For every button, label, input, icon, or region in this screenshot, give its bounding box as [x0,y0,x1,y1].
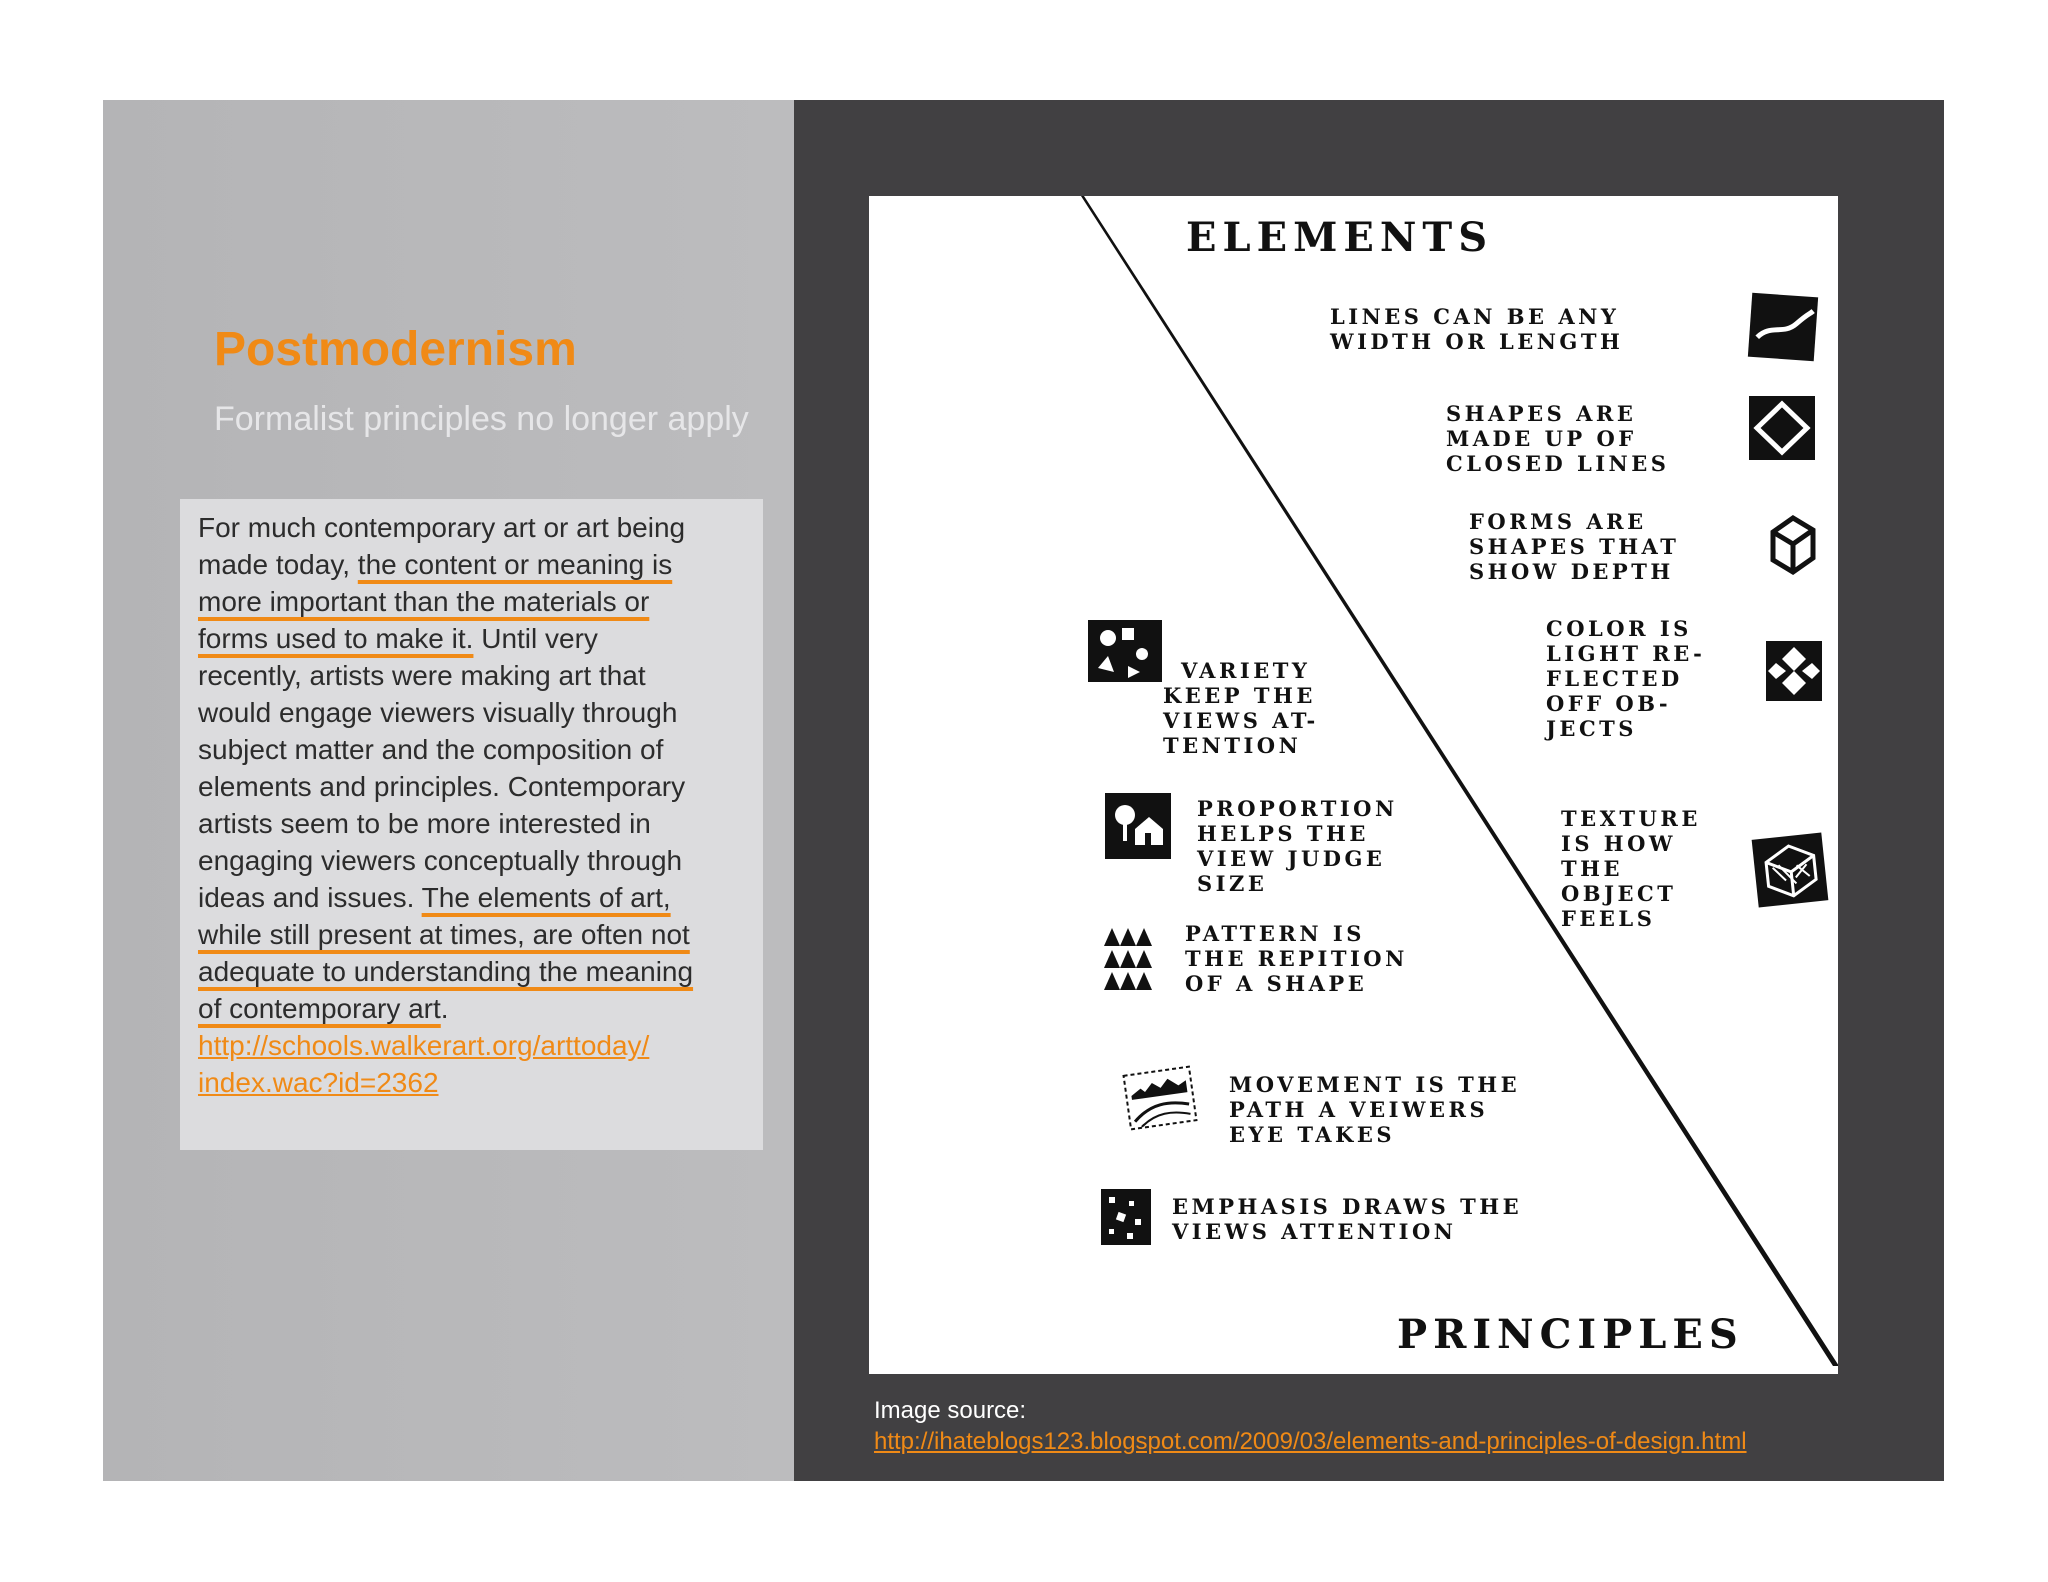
body-line [198,916,758,953]
slide-subtitle: Formalist principles no longer apply [214,400,749,438]
body-line: ideas and issues. The elements of art, [198,882,671,913]
element-shapes: SHAPES ARE MADE UP OF CLOSED LINES [1446,401,1670,476]
highlighted-phrase: adequate to understanding the meaning [198,956,694,987]
emphasis-dots-icon [1101,1189,1151,1245]
walker-art-link-continued[interactable]: index.wac?id=2362 [198,1067,439,1098]
slide [103,100,1944,1481]
line-sample-icon [1748,293,1818,361]
highlighted-phrase: of contemporary art [198,993,441,1024]
body-line: subject matter and the composition of [198,734,664,765]
color-pattern-icon [1766,641,1822,701]
walker-art-link[interactable]: http://schools.walkerart.org/arttoday/ [198,1030,650,1061]
body-line: forms used to make it. Until very [198,623,598,654]
highlighted-phrase: more important than the materials or [198,586,650,617]
image-source-link[interactable]: http://ihateblogs123.blogspot.com/2009/03/elements-and-principles-of-design.html [874,1428,1747,1455]
elements-principles-poster [869,196,1838,1374]
body-line: For much contemporary art or art being [198,512,686,543]
principle-emphasis: EMPHASIS DRAWS THE VIEWS ATTENTION [1172,1194,1523,1244]
highlighted-phrase: the content or meaning is [357,549,673,580]
element-forms: FORMS ARE SHAPES THAT SHOW DEPTH [1469,509,1680,584]
element-texture: TEXTURE IS HOW THE OBJECT FEELS [1561,806,1701,931]
diamond-shape-icon [1749,396,1815,460]
body-line: recently, artists were making art that [198,660,646,691]
heading-principles: PRINCIPLES [1397,1311,1744,1358]
image-source-label: Image source: [874,1397,1027,1424]
body-line: would engage viewers visually through [198,697,678,728]
principle-pattern: PATTERN IS THE REPITION OF A SHAPE [1185,921,1408,996]
principle-variety: VARIETY KEEP THE VIEWS AT- TENTION [1163,658,1319,758]
variety-shapes-icon [1088,620,1162,682]
highlighted-phrase: The elements of art, [421,882,671,913]
texture-cube-icon [1752,833,1829,908]
element-lines: LINES CAN BE ANY WIDTH OR LENGTH [1330,304,1624,354]
body-line [198,953,758,990]
heading-elements: ELEMENTS [1186,214,1494,261]
highlighted-phrase: while still present at times, are often not [198,919,690,950]
body-text-box [180,499,763,1150]
element-color: COLOR IS LIGHT RE- FLECTED OFF OB- JECTS [1546,616,1706,741]
body-text [198,509,758,1101]
pattern-triangles-icon [1100,924,1156,996]
body-line [198,583,758,620]
body-line: engaging viewers conceptually through [198,845,683,876]
slide-title: Postmodernism [214,323,577,376]
cube-form-icon [1765,512,1821,578]
body-line: made today, the content or meaning is [198,549,673,580]
body-line: artists seem to be more interested in [198,808,651,839]
principle-movement: MOVEMENT IS THE PATH A VEIWERS EYE TAKES [1229,1072,1521,1147]
proportion-house-icon [1105,793,1171,859]
body-line: elements and principles. Contemporary [198,771,686,802]
body-line: of contemporary art. [198,993,449,1024]
diagonal-line [1081,196,1838,1366]
principle-proportion: PROPORTION HELPS THE VIEW JUDGE SIZE [1197,796,1398,896]
movement-road-icon [1120,1063,1200,1132]
highlighted-phrase: forms used to make it. [198,623,474,654]
